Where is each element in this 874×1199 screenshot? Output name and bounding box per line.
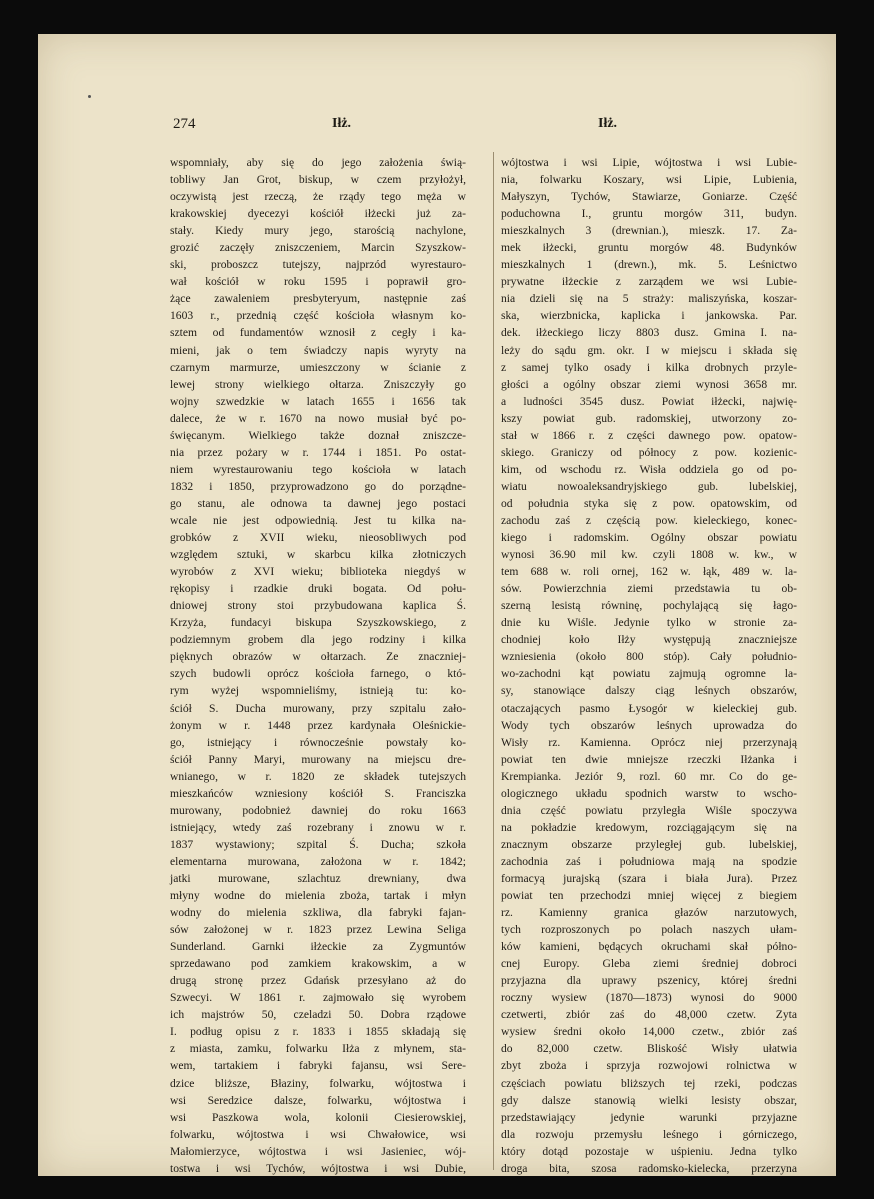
text-line: szych budowli oprócz kościoła farnego, o któ-: [170, 667, 466, 681]
text-line: formacyą jurajską (szara i biała Jura). Przez: [501, 871, 797, 885]
text-line: Sunderland. Garnki iłżeckie za Zygmuntów: [170, 940, 466, 954]
text-line: istniejący, wtedy zaś rozebrany i znowu w r.: [170, 820, 466, 834]
text-line: ków kamieni, będących okruchami skał półno-: [501, 940, 797, 954]
text-line: z samej tylko osady i kilka drobnych przyle-: [501, 360, 797, 374]
text-line: kim, od wschodu rz. Wisła oddziela go od po-: [501, 462, 797, 476]
text-line: do 82,000 czetw. Bliskość Wisły ułatwia: [501, 1042, 797, 1056]
text-line: chodniej koło Iłży występują znaczniejsze: [501, 633, 797, 647]
running-headword-left: Iłż.: [332, 116, 352, 131]
text-line: od południa styka się z pow. opatowskim, od: [501, 496, 797, 510]
text-line: roczny wysiew (1870—1873) wynosi do 9000: [501, 991, 797, 1005]
running-headword-right: Iłż.: [598, 116, 618, 131]
text-line: dalece, że w r. 1670 na nowo musiał być po-: [170, 411, 466, 425]
text-line: sprzedawano pod zamkiem krakowskim, a w: [170, 957, 466, 971]
text-line: grobków z XVII wieku, nieosobliwych pod: [170, 531, 466, 545]
text-line: wojny szwedzkie w latach 1655 i 1656 tak: [170, 394, 466, 408]
text-line: stały. Kiedy mury jego, starością nachylone,: [170, 224, 466, 238]
text-line: ska, wierzbnicka, kaplicka i jankowska. Par.: [501, 309, 797, 323]
text-line: jatki murowane, szlachtuz drewniany, dwa: [170, 871, 466, 885]
text-line: Wody tych obszarów leśnych uprowadza do: [501, 718, 797, 732]
text-line: mieszkalnych 1 (drewn.), mk. 5. Leśnictwo: [501, 258, 797, 272]
text-line: mieszkalnych 3 (drewnian.), mieszk. 17. Za-: [501, 224, 797, 238]
text-line: elementarna murowana, założona w r. 1842;: [170, 854, 466, 868]
text-line: sy, stanowiące dalszy ciąg leśnych obszarów,: [501, 684, 797, 698]
text-line: 1603 r., przednią część kościoła własnym ko-: [170, 309, 466, 323]
text-line: skiego. Graniczy od północy z pow. kozienic-: [501, 445, 797, 459]
text-line: dniowej strony stoi przybudowana kaplica Ś.: [170, 599, 466, 613]
text-line: go stanu, ale odnowa ta dawnej jego postaci: [170, 496, 466, 510]
text-line: drugą stronę przez Gdańsk przesyłano aż do: [170, 974, 466, 988]
text-line: mieni, jak o tem świadczy napis wyryty na: [170, 343, 466, 357]
text-line: zachodu zaś z częścią pow. kieleckiego, konec-: [501, 513, 797, 527]
text-line: dek. iłżeckiego liczy 8803 dusz. Gmina I. na-: [501, 326, 797, 340]
text-line: nia przez pożary w r. 1744 i 1851. Po ostat-: [170, 445, 466, 459]
text-line: oczywistą jest rzeczą, że rządy tego męża w: [170, 190, 466, 204]
text-line: żące zawaleniem presbyteryum, następnie zaś: [170, 292, 466, 306]
text-line: dla rozwoju przemysłu leśnego i górniczego,: [501, 1127, 797, 1141]
text-line: 1832 i 1850, przyprowadzono go do porządne-: [170, 479, 466, 493]
text-line: rz. Kamienny granica głazów narzutowych,: [501, 906, 797, 920]
page-number: 274: [173, 116, 196, 132]
text-line: wcale nie jest odpowiednią. Jest tu kilka na-: [170, 513, 466, 527]
text-line: wał kościół w roku 1595 i poprawił gro-: [170, 275, 466, 289]
text-line: go, istniejący i równocześnie powstały ko-: [170, 735, 466, 749]
text-line: kszy powiat gub. radomskiej, utworzony zo-: [501, 411, 797, 425]
text-line: sztem od fundamentów wznosił z cegły i ka-: [170, 326, 466, 340]
right-text-column: [501, 154, 797, 1177]
text-line: poduchowna I., gruntu morgów 311, budyn.: [501, 207, 797, 221]
text-line: wynosi 36.90 mil kw. czyli 1808 w. kw., w: [501, 548, 797, 562]
text-line: przedstawiający jedynie warunki przyjazne: [501, 1110, 797, 1124]
text-line: stał w 1866 r. z części dawnego pow. opatow-: [501, 428, 797, 442]
text-line: cnej Europy. Gleba ziemi średniej dobroci: [501, 957, 797, 971]
page-header: [38, 116, 836, 136]
text-line: mieszkańców wzniesiony kościół S. Franciszka: [170, 786, 466, 800]
text-line: podziemnym grobem dla jego rodziny i kilka: [170, 633, 466, 647]
text-line: dnie ku Wiśle. Jedynie tylko w stronie za-: [501, 616, 797, 630]
text-line: względem sztuki, w skarbcu kilka złotniczych: [170, 548, 466, 562]
text-line: znacznym obszarze przyległej gub. lubelskiej,: [501, 837, 797, 851]
text-line: ściół Panny Maryi, murowany na miejscu dre-: [170, 752, 466, 766]
text-line: żonym w r. 1448 przez kardynała Oleśnickie-: [170, 718, 466, 732]
text-line: częściach powiatu bliższych tej rzeki, podczas: [501, 1076, 797, 1090]
text-line: lewej strony wielkiego ołtarza. Zniszczyły go: [170, 377, 466, 391]
text-line: ski, proboszcz tutejszy, najprzód wyrestauro-: [170, 258, 466, 272]
text-line: szerną lesistą równinę, pochylającą się łago-: [501, 599, 797, 613]
text-line: wodny do mielenia szkliwa, dla fabryki fajan-: [170, 906, 466, 920]
text-line: Krempianka. Jeziór 9, rozl. 60 mr. Co do ge-: [501, 769, 797, 783]
text-line: czarnym marmurze, umieszczony w ścianie z: [170, 360, 466, 374]
left-text-column: [170, 154, 466, 1177]
text-line: leży do sądu gm. okr. I w miejscu i składa się: [501, 343, 797, 357]
text-line: nia dzieli się na 5 straży: maliszyńska, koszar-: [501, 292, 797, 306]
text-line: rym wyżej wspomnieliśmy, istnieją tu: ko-: [170, 684, 466, 698]
text-line: wo-zachodni kąt powiatu zajmują ogromne la-: [501, 667, 797, 681]
book-page: [38, 34, 836, 1176]
text-line: gdy dalsze stanowią wielki lesisty obszar,: [501, 1093, 797, 1107]
text-line: na pokładzie kredowym, rozciągającym się na: [501, 820, 797, 834]
text-line: niem wyrestaurowaniu tego kościoła w latach: [170, 462, 466, 476]
text-line: ologicznego układu spodnich warstw to wscho-: [501, 786, 797, 800]
text-line: dzice bliższe, Błaziny, folwarku, wójtostwa i: [170, 1076, 466, 1090]
text-line: 1837 wystawiony; szpital Ś. Ducha; szkoła: [170, 837, 466, 851]
text-line: przyjazna dla uprawy pszenicy, której średni: [501, 974, 797, 988]
text-line: tostwa i wsi Tychów, wójtostwa i wsi Dubie,: [170, 1161, 466, 1175]
text-line: murowany, podobnież dawniej do roku 1663: [170, 803, 466, 817]
text-line: głości a ogólny obszar ziemi wynosi 3658 mr.: [501, 377, 797, 391]
text-line: rękopisy i rzadkie druki bogata. Od połu-: [170, 582, 466, 596]
text-line: sów założonej w r. 1823 przez Lewina Seliga: [170, 923, 466, 937]
text-line: wnianego, w r. 1820 ze składek tutejszych: [170, 769, 466, 783]
text-line: z miasta, zamku, folwarku Iłża z młynem, sta-: [170, 1042, 466, 1056]
text-line: wsi Paszkowa wola, kolonii Ciesierowskiej,: [170, 1110, 466, 1124]
text-line: Szwecyi. W 1861 r. zajmowało się wyrobem: [170, 991, 466, 1005]
text-line: zbyt zboża i sprzyja rozwojowi rolnictwa w: [501, 1059, 797, 1073]
text-line: Wisły rz. Kamienna. Oprócz niej przerzynają: [501, 735, 797, 749]
text-line: wysiew średni około 14,000 czetw., zbiór zaś: [501, 1025, 797, 1039]
text-line: ich majstrów 50, czeladzi 50. Dobra rządowe: [170, 1008, 466, 1022]
text-line: sów. Powierzchnia ziemi przedstawia tu ob-: [501, 582, 797, 596]
text-line: wzniesienia (około 800 stóp). Cały południo-: [501, 650, 797, 664]
text-line: wiatu nowoaleksandryjskiego gub. lubelskiej,: [501, 479, 797, 493]
text-line: krakowskiej dyecezyi kościół iłżecki już za-: [170, 207, 466, 221]
text-line: który dotąd pozostaje w uśpieniu. Jedna tylko: [501, 1144, 797, 1158]
text-line: pięknych obrazów w ołtarzach. Ze znaczniej-: [170, 650, 466, 664]
text-line: tych rozproszonych po polach naszych ułam-: [501, 923, 797, 937]
column-divider: [493, 152, 494, 1170]
text-line: I. podług opisu z r. 1833 i 1855 składają się: [170, 1025, 466, 1039]
text-line: kiego i radomskim. Ogólny obszar powiatu: [501, 531, 797, 545]
text-line: zachodnia zaś i południowa mają na spodzie: [501, 854, 797, 868]
text-line: grozić zaczęły zniszczeniem, Marcin Szyszkow-: [170, 241, 466, 255]
text-line: mek iłżecki, gruntu morgów 48. Budynków: [501, 241, 797, 255]
text-line: prywatne iłżeckie z zarządem we wsi Lubie-: [501, 275, 797, 289]
text-line: Krzyża, fundacyi biskupa Szyszkowskiego, z: [170, 616, 466, 630]
text-line: powiat ten przechodzi mniej więcej z biegiem: [501, 889, 797, 903]
ink-spot: [88, 95, 91, 98]
text-line: powiat ten dwie mniejsze rzeczki Iłżanka i: [501, 752, 797, 766]
text-line: wójtostwa i wsi Lipie, wójtostwa i wsi Lubie-: [501, 156, 797, 169]
text-line: nia, folwarku Koszary, wsi Lipie, Lubienia,: [501, 173, 797, 187]
text-line: Małomierzyce, wójtostwa i wsi Jasieniec, wój-: [170, 1144, 466, 1158]
text-line: dnia część powiatu przyległa Wiśle spoczywa: [501, 803, 797, 817]
text-line: wspomniały, aby się do jego założenia świą-: [170, 156, 466, 169]
text-line: a ludności 3545 dusz. Powiat iłżecki, najwię-: [501, 394, 797, 408]
text-line: tem 688 w. roli ornej, 162 w. łąk, 489 w. la-: [501, 565, 797, 579]
text-line: czetwerti, zbiór zaś do 48,000 czetw. Zyta: [501, 1008, 797, 1022]
text-line: droga bita, szosa radomsko-kielecka, przerzyna: [501, 1161, 797, 1175]
text-line: święcanym. Wielkiego także doznał zniszcze-: [170, 428, 466, 442]
text-line: ściół S. Ducha murowany, przy szpitalu zało-: [170, 701, 466, 715]
text-line: wsi Seredzice dalsze, folwarku, wójtostwa i: [170, 1093, 466, 1107]
text-line: młyny wodne do mielenia zboża, tartak i młyn: [170, 889, 466, 903]
text-line: otaczających pasmo Łysogór w kieleckiej gub.: [501, 701, 797, 715]
text-line: folwarku, wójtostwa i wsi Chwałowice, wsi: [170, 1127, 466, 1141]
text-line: wem, tartakiem i fabryki fajansu, wsi Sere-: [170, 1059, 466, 1073]
text-line: Małyszyn, Tychów, Stawiarze, Goniarze. Część: [501, 190, 797, 204]
text-line: tobliwy Jan Grot, biskup, w czem przyłożył,: [170, 173, 466, 187]
text-line: wyrobów z XVI wieku; biblioteka niegdyś w: [170, 565, 466, 579]
